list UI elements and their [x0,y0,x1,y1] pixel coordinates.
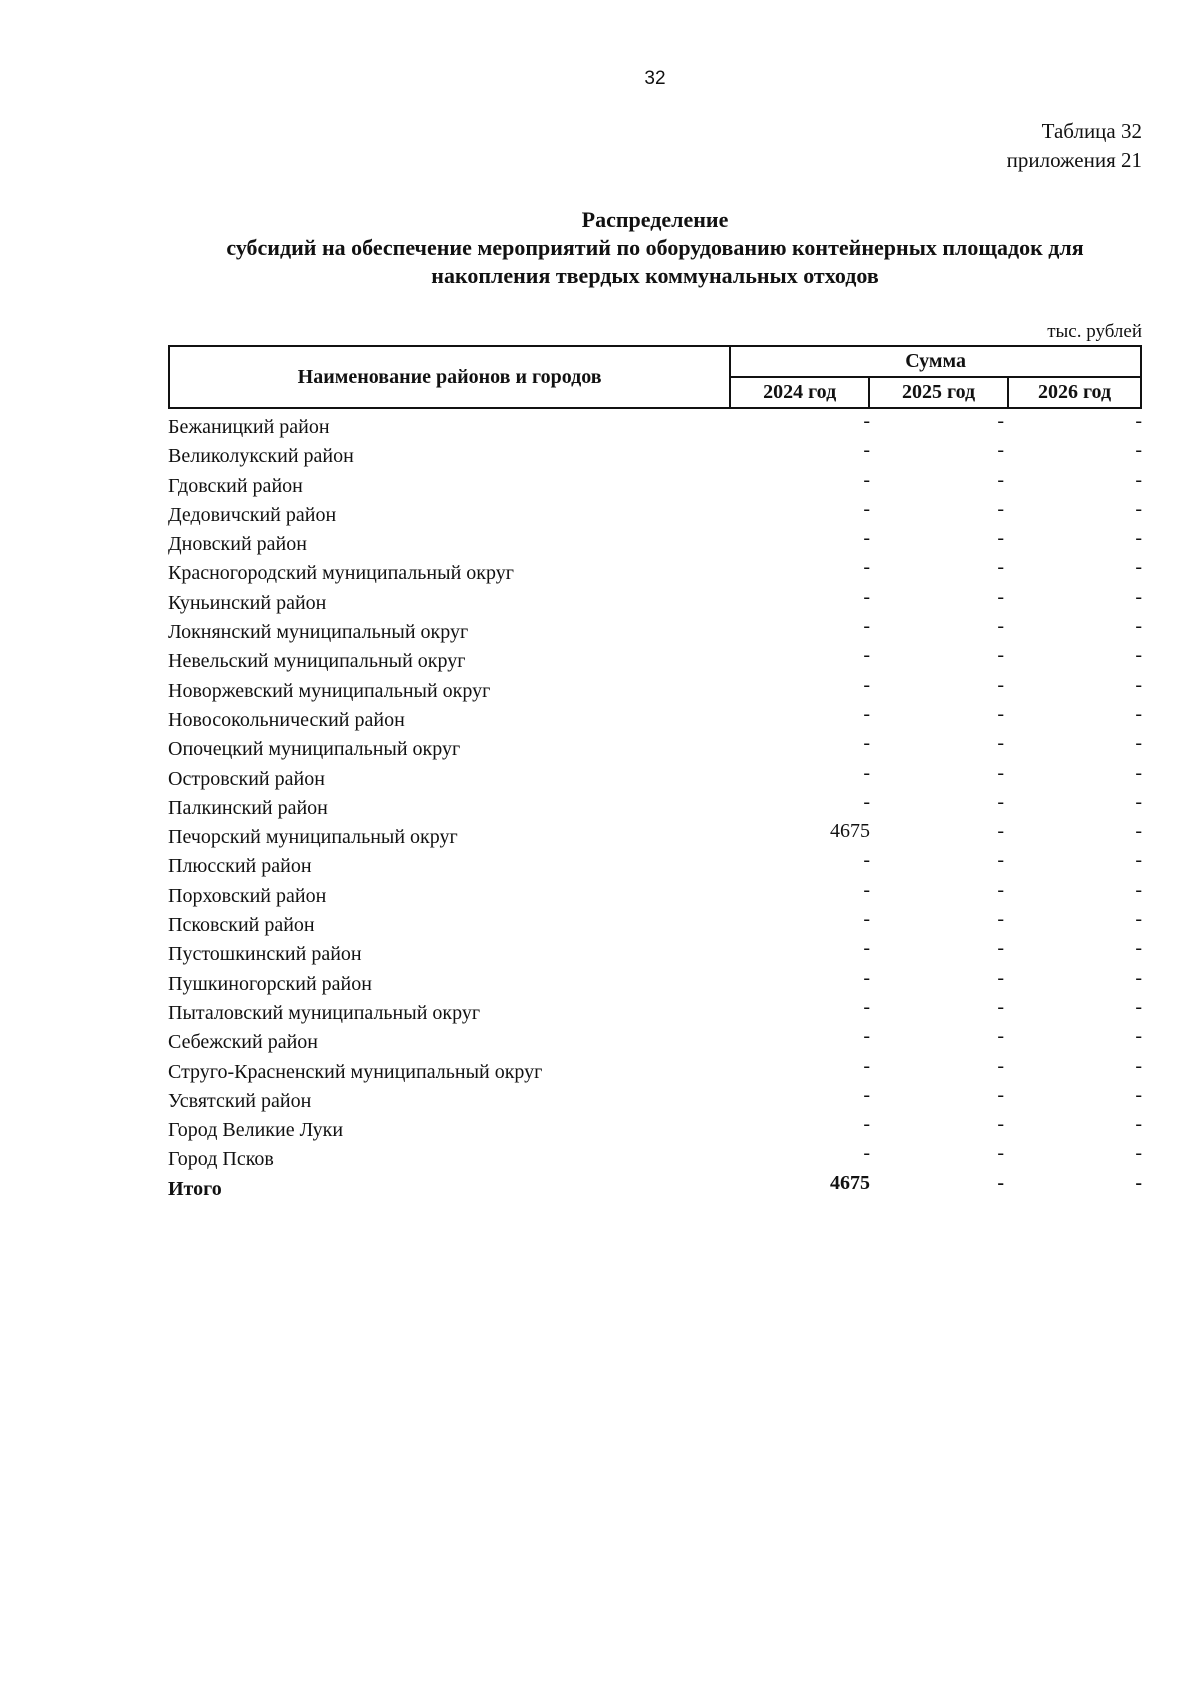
row-name: Великолукский район [168,445,354,468]
value-2025: - [997,966,1004,989]
row-name: Пыталовский муниципальный округ [168,1001,481,1024]
row-name: Невельский муниципальный округ [168,650,466,673]
value-2025: - [997,878,1004,901]
value-2026: - [1135,878,1142,901]
table-row [168,851,1142,880]
value-2026: - [1135,1113,1142,1136]
value-2024: - [863,615,870,638]
value-2024: - [863,908,870,931]
value-2025: - [997,1083,1004,1106]
value-2024: - [863,732,870,755]
row-name: Плюсский район [168,855,312,878]
value-2024: - [863,1025,870,1048]
header-year-2024: 2024 год [730,377,869,408]
value-2025: - [997,468,1004,491]
row-name: Новосокольнический район [168,708,405,731]
value-2024: - [863,849,870,872]
value-2026: - [1135,644,1142,667]
value-2026: - [1135,410,1142,432]
row-name: Новоржевский муниципальный округ [168,679,491,702]
value-2025: - [997,908,1004,931]
row-name: Город Великие Луки [168,1119,344,1142]
unit-label: тыс. рублей [1047,321,1142,342]
table-row [168,585,1142,617]
total-row [168,1171,1142,1203]
row-name: Струго-Красненский муниципальный округ [168,1060,543,1083]
value-2024: - [863,439,870,462]
value-2025: - [997,820,1004,843]
value-2024: - [863,1113,870,1136]
value-2026: - [1135,966,1142,989]
title-line3: накопления твердых коммунальных отходов [431,263,879,288]
table-ref-line2: приложения 21 [1006,148,1142,172]
table-reference [1007,117,1142,175]
value-2026: - [1135,1054,1142,1077]
value-2026: - [1135,497,1142,520]
value-2026: - [1135,1171,1142,1194]
table-row [168,966,1142,998]
row-name: Дедовичский район [168,503,337,526]
value-2024: - [863,644,870,667]
value-2026: - [1135,673,1142,696]
row-name: Локнянский муниципальный округ [168,621,469,644]
table-row [168,1083,1142,1115]
value-2024: 4675 [830,1171,870,1194]
value-2024: - [863,1054,870,1077]
value-2026: - [1135,1025,1142,1048]
value-2025: - [997,1025,1004,1048]
value-2025: - [997,1171,1004,1194]
value-2025: - [997,849,1004,872]
value-2025: - [997,732,1004,755]
value-2026: - [1135,527,1142,550]
value-2025: - [997,673,1004,696]
value-2025: - [997,761,1004,784]
value-2025: - [997,790,1004,813]
table-row [168,939,1142,968]
table-row [168,1027,1142,1056]
value-2025: - [997,410,1004,432]
row-name: Островский район [168,767,325,790]
table-row [168,468,1142,500]
title-line2: субсидий на обеспечение мероприятий по оборудованию контейнерных площадок для [226,235,1084,260]
value-2025: - [997,937,1004,960]
table-row [168,822,1142,851]
header-year-2026: 2026 год [1008,377,1141,408]
value-2024: - [863,468,870,491]
table-row [168,790,1142,822]
table-row [168,761,1142,793]
table-row [168,878,1142,910]
value-2024: - [863,878,870,901]
table-row [168,646,1142,675]
title-line1: Распределение [581,207,729,232]
value-2026: - [1135,702,1142,725]
value-2024: - [863,702,870,725]
table-row [168,497,1142,529]
table-row [168,529,1142,558]
row-name: Псковский район [168,914,315,937]
value-2026: - [1135,585,1142,608]
header-sum: Сумма [730,346,1141,377]
value-2024: - [863,497,870,520]
value-2025: - [997,1113,1004,1136]
value-2025: - [997,439,1004,462]
table-row [168,910,1142,939]
value-2026: - [1135,820,1142,843]
value-2025: - [997,527,1004,550]
table-row [168,995,1142,1027]
row-name: Гдовский район [168,474,303,497]
value-2025: - [997,702,1004,725]
value-2026: - [1135,908,1142,931]
value-2025: - [997,644,1004,667]
table-row [168,734,1142,763]
table-body [168,412,1142,1203]
value-2026: - [1135,732,1142,755]
table-row [168,1144,1142,1173]
table-ref-line1: Таблица 32 [1041,119,1142,143]
row-name: Палкинский район [168,796,328,819]
value-2026: - [1135,556,1142,579]
row-name: Печорский муниципальный округ [168,826,458,849]
table-row [168,673,1142,705]
value-2025: - [997,615,1004,638]
document-title [160,206,1150,290]
row-name: Бежаницкий район [168,416,330,438]
value-2024: - [863,1083,870,1106]
table-header [168,345,1142,409]
table-row [168,441,1142,470]
value-2025: - [997,497,1004,520]
value-2025: - [997,1142,1004,1165]
value-2026: - [1135,849,1142,872]
value-2025: - [997,1054,1004,1077]
value-2025: - [997,556,1004,579]
value-2026: - [1135,615,1142,638]
value-2024: - [863,673,870,696]
table-row [168,1054,1142,1086]
value-2026: - [1135,1142,1142,1165]
header-name: Наименование районов и городов [169,346,730,408]
page-number: 32 [644,68,666,89]
value-2026: - [1135,790,1142,813]
row-name: Дновский район [168,533,307,556]
row-name: Порховский район [168,884,327,907]
row-name: Итого [168,1177,222,1200]
value-2026: - [1135,761,1142,784]
value-2024: - [863,790,870,813]
value-2024: - [863,1142,870,1165]
row-name: Красногородский муниципальный округ [168,562,514,585]
value-2024: - [863,937,870,960]
value-2024: - [863,585,870,608]
value-2025: - [997,995,1004,1018]
value-2026: - [1135,1083,1142,1106]
row-name: Себежский район [168,1031,318,1054]
header-year-2025: 2025 год [869,377,1008,408]
table-row [168,702,1142,734]
value-2026: - [1135,995,1142,1018]
row-name: Усвятский район [168,1089,312,1112]
value-2026: - [1135,439,1142,462]
table-row [168,617,1142,646]
table-row [168,558,1142,587]
row-name: Пустошкинский район [168,943,362,966]
value-2024: - [863,527,870,550]
value-2026: - [1135,468,1142,491]
row-name: Опочецкий муниципальный округ [168,738,461,761]
row-name: Пушкиногорский район [168,972,372,995]
value-2024: - [863,995,870,1018]
value-2026: - [1135,937,1142,960]
row-name: Куньинский район [168,591,327,614]
table-row [168,412,1142,441]
value-2024: - [863,556,870,579]
value-2025: - [997,585,1004,608]
value-2024: - [863,410,870,432]
value-2024: 4675 [830,820,870,843]
value-2024: - [863,966,870,989]
value-2024: - [863,761,870,784]
table-row [168,1115,1142,1144]
row-name: Город Псков [168,1148,274,1171]
